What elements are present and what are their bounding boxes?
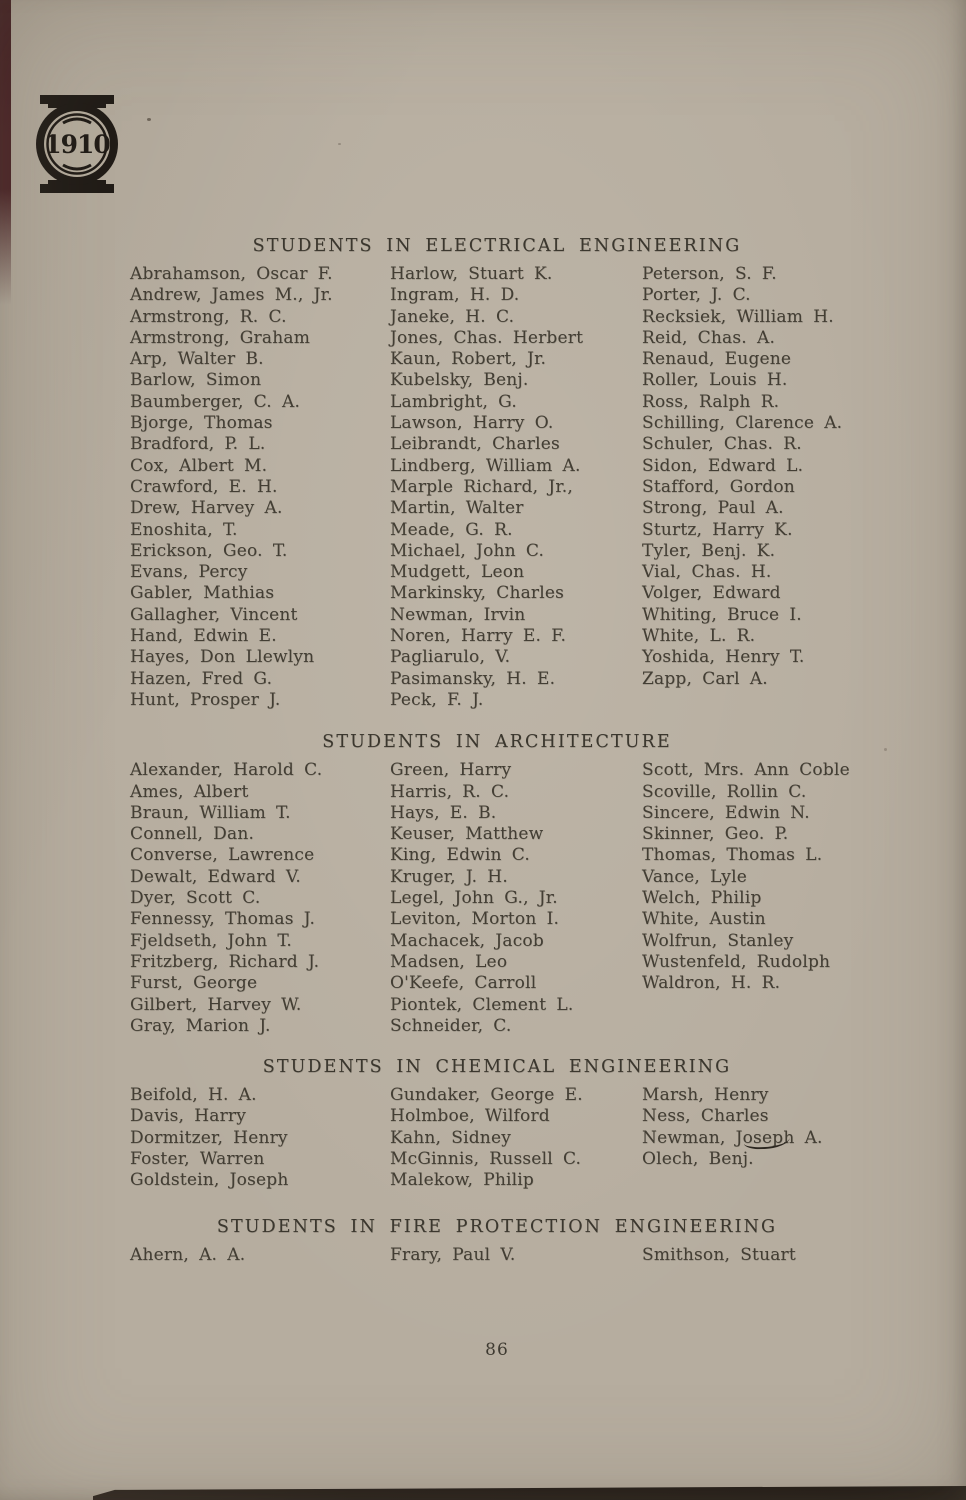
student-name: Barlow, Simon: [130, 370, 262, 391]
student-name: Janeke, H. C.: [390, 306, 515, 327]
student-name: Hunt, Prosper J.: [130, 689, 281, 710]
student-name: Lawson, Harry O.: [390, 413, 554, 434]
student-name: Skinner, Geo. P.: [642, 824, 789, 845]
student-name: Waldron, H. R.: [642, 973, 781, 994]
roster-column: [642, 264, 966, 711]
roster-column: [642, 1085, 966, 1191]
student-name: Drew, Harvey A.: [130, 498, 283, 519]
student-name: Whiting, Bruce I.: [642, 604, 802, 625]
student-name: Smithson, Stuart: [642, 1244, 796, 1265]
student-name: Furst, George: [130, 973, 258, 994]
roster-column: [130, 264, 390, 711]
student-name: Meade, G. R.: [390, 519, 513, 540]
student-name: Pasimansky, H. E.: [390, 668, 556, 689]
roster-column: [130, 1245, 390, 1266]
student-name: Sidon, Edward L.: [642, 455, 804, 476]
student-name: Converse, Lawrence: [130, 845, 315, 866]
student-name: Fjeldseth, John T.: [130, 930, 293, 951]
roster-column: [130, 1085, 390, 1191]
roster-column: [390, 264, 642, 711]
student-name: Fritzberg, Richard J.: [130, 951, 320, 972]
student-name: Noren, Harry E. F.: [390, 626, 567, 647]
student-name: Mudgett, Leon: [390, 562, 525, 583]
student-name: Legel, John G., Jr.: [390, 888, 558, 909]
student-name: Fennessy, Thomas J.: [130, 909, 316, 930]
roster-column: [390, 1245, 642, 1266]
student-name: Gray, Marion J.: [130, 1015, 271, 1036]
student-name: Kaun, Robert, Jr.: [390, 349, 547, 370]
student-name: Gabler, Mathias: [130, 583, 275, 604]
student-name: Holmboe, Wilford: [390, 1106, 550, 1127]
student-name: Gundaker, George E.: [390, 1085, 583, 1106]
student-name: Welch, Philip: [642, 888, 762, 909]
student-name: Reid, Chas. A.: [642, 327, 776, 348]
student-name: Pagliarulo, V.: [390, 647, 511, 668]
student-name: King, Edwin C.: [390, 845, 531, 866]
emblem-year-text: 1910: [44, 130, 110, 159]
student-name: Peck, F. J.: [390, 689, 484, 710]
student-name: Sturtz, Harry K.: [642, 519, 793, 540]
roster-columns: [0, 264, 966, 711]
student-name: Davis, Harry: [130, 1106, 247, 1127]
student-name: Ahern, A. A.: [130, 1244, 246, 1265]
student-name: Andrew, James M., Jr.: [130, 285, 333, 306]
student-name: Markinsky, Charles: [390, 583, 565, 604]
roster-column: [390, 1085, 642, 1191]
student-name: Jones, Chas. Herbert: [390, 327, 584, 348]
student-name: Foster, Warren: [130, 1148, 265, 1169]
roster-column: [130, 760, 390, 1037]
student-name: Ross, Ralph R.: [642, 391, 780, 412]
student-name: Gilbert, Harvey W.: [130, 994, 302, 1015]
student-name: Leibrandt, Charles: [390, 434, 560, 455]
student-name-pencil-marked: Newman, Joseph A.: [642, 1128, 966, 1149]
section-title: STUDENTS IN CHEMICAL ENGINEERING: [262, 1057, 732, 1078]
student-name: Dyer, Scott C.: [130, 888, 261, 909]
student-name: Armstrong, Graham: [130, 327, 311, 348]
student-name: Leviton, Morton I.: [390, 909, 560, 930]
student-name: Machacek, Jacob: [390, 930, 544, 951]
student-name: Goldstein, Joseph: [130, 1170, 289, 1191]
student-name: Vance, Lyle: [642, 866, 747, 887]
student-name: Stafford, Gordon: [642, 476, 795, 497]
student-name: Hays, E. B.: [390, 802, 497, 823]
student-name: O'Keefe, Carroll: [390, 973, 537, 994]
student-name: Arp, Walter B.: [130, 349, 264, 370]
page-bottom-shadow-edge: [93, 1486, 966, 1500]
student-name: Green, Harry: [390, 760, 512, 781]
student-name: Roller, Louis H.: [642, 370, 788, 391]
section-title: STUDENTS IN ELECTRICAL ENGINEERING: [252, 236, 742, 256]
student-name: Keuser, Matthew: [390, 824, 544, 845]
student-name: Harris, R. C.: [390, 781, 510, 802]
student-name: Bjorge, Thomas: [130, 413, 273, 434]
student-section: [0, 1217, 966, 1266]
student-name: Marple Richard, Jr.,: [390, 476, 573, 497]
student-name: Volger, Edward: [642, 583, 781, 604]
student-name: Frary, Paul V.: [390, 1244, 516, 1265]
student-name: Sincere, Edwin N.: [642, 802, 810, 823]
student-name: Enoshita, T.: [130, 519, 238, 540]
student-name: Yoshida, Henry T.: [642, 647, 805, 668]
student-name: Hazen, Fred G.: [130, 668, 273, 689]
student-name: Michael, John C.: [390, 540, 545, 561]
student-name: Newman, Irvin: [390, 604, 526, 625]
student-name: Recksiek, William H.: [642, 306, 834, 327]
student-name: Schuler, Chas. R.: [642, 434, 802, 455]
student-name: Dormitzer, Henry: [130, 1127, 288, 1148]
student-name: Bradford, P. L.: [130, 434, 266, 455]
student-name: Martin, Walter: [390, 498, 524, 519]
student-name: Lindberg, William A.: [390, 455, 581, 476]
student-name: Ingram, H. D.: [390, 285, 520, 306]
roster-columns: [0, 1245, 966, 1266]
student-name: Zapp, Carl A.: [642, 668, 768, 689]
student-name: Porter, J. C.: [642, 285, 751, 306]
student-name: Wustenfeld, Rudolph: [642, 951, 831, 972]
student-name: Peterson, S. F.: [642, 264, 777, 284]
student-name: Connell, Dan.: [130, 824, 255, 845]
student-name: Ames, Albert: [130, 781, 249, 802]
student-name: Hand, Edwin E.: [130, 626, 277, 647]
student-name: Baumberger, C. A.: [130, 391, 301, 412]
student-name: Gallagher, Vincent: [130, 604, 298, 625]
student-name: Marsh, Henry: [642, 1085, 769, 1106]
student-name: Erickson, Geo. T.: [130, 540, 288, 561]
student-name: Piontek, Clement L.: [390, 994, 574, 1015]
student-name: Kubelsky, Benj.: [390, 370, 529, 391]
student-name: Lambright, G.: [390, 391, 517, 412]
student-name: Ness, Charles: [642, 1106, 769, 1127]
student-name: Schilling, Clarence A.: [642, 413, 843, 434]
student-section: [0, 732, 966, 1037]
student-name: Schneider, C.: [390, 1015, 512, 1036]
student-name: Hayes, Don Llewlyn: [130, 647, 315, 668]
student-name: Scott, Mrs. Ann Coble: [642, 760, 850, 781]
student-name: Evans, Percy: [130, 562, 248, 583]
student-name: Olech, Benj.: [642, 1148, 754, 1169]
student-name: Scoville, Rollin C.: [642, 781, 807, 802]
student-name: Thomas, Thomas L.: [642, 845, 823, 866]
page-number: 86: [485, 1340, 509, 1360]
student-name: Vial, Chas. H.: [642, 562, 772, 583]
student-name: Dewalt, Edward V.: [130, 866, 301, 887]
student-name: Kahn, Sidney: [390, 1127, 512, 1148]
student-name: Beifold, H. A.: [130, 1085, 257, 1106]
section-title: STUDENTS IN FIRE PROTECTION ENGINEERING: [216, 1216, 778, 1237]
student-name: McGinnis, Russell C.: [390, 1148, 582, 1169]
student-name: White, Austin: [642, 909, 766, 930]
student-name: Abrahamson, Oscar F.: [130, 264, 333, 284]
student-name: Madsen, Leo: [390, 951, 508, 972]
student-name: Crawford, E. H.: [130, 476, 278, 497]
student-section: [0, 236, 966, 711]
student-name: Harlow, Stuart K.: [390, 264, 553, 284]
student-name: Strong, Paul A.: [642, 498, 784, 519]
section-title: STUDENTS IN ARCHITECTURE: [322, 732, 672, 753]
student-name: Braun, William T.: [130, 802, 291, 823]
student-name: Wolfrun, Stanley: [642, 930, 794, 951]
student-name: White, L. R.: [642, 626, 756, 647]
student-name: Alexander, Harold C.: [130, 760, 323, 781]
roster-column: [642, 1245, 966, 1266]
student-name: Tyler, Benj. K.: [642, 540, 776, 561]
student-name: Kruger, J. H.: [390, 866, 508, 887]
student-name: Malekow, Philip: [390, 1170, 534, 1191]
student-section: [0, 1057, 966, 1191]
roster-column: [642, 760, 966, 1037]
roster-column: [390, 760, 642, 1037]
student-name: Armstrong, R. C.: [130, 306, 287, 327]
roster-columns: [0, 1085, 966, 1191]
student-name: Renaud, Eugene: [642, 349, 792, 370]
roster-columns: [0, 760, 966, 1037]
student-name: Cox, Albert M.: [130, 455, 268, 476]
